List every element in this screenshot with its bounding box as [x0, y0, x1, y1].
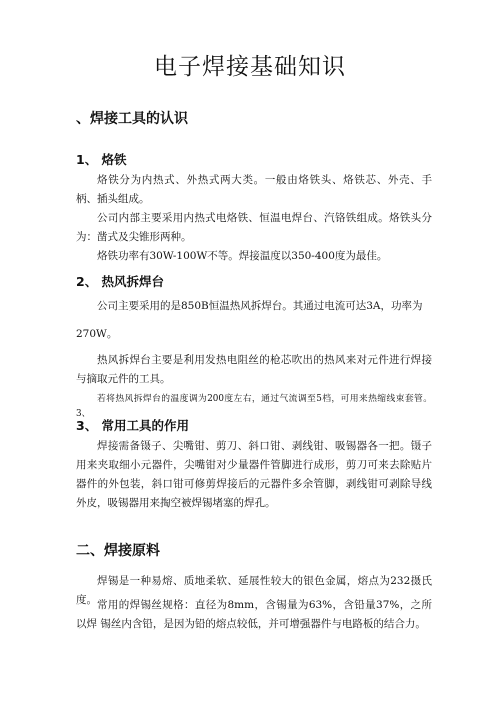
paragraph-iron-types: 烙铁分为内热式、外热式两大类。一般由烙铁头、烙铁芯、外壳、手柄、插头组成。: [76, 174, 432, 205]
section-heading-tools: 、焊接工具的认识: [76, 111, 188, 127]
paragraph-hot-air-model: 公司主要采用的是850B恒温热风拆焊台。其通过电流可达3A，功率为: [97, 300, 423, 312]
paragraph-hot-air-power: 270W。: [76, 328, 118, 340]
paragraph-hot-air-usage: 热风拆焊台主要是利用发热电阻丝的枪芯吹出的热风来对元件进行焊接与摘取元件的工具。: [76, 354, 432, 385]
paragraph-hot-air-temperature: 若将热风拆焊台的温度调为200度左右，通过气流调至5档，可用来热缩线束套管。3、: [76, 394, 432, 419]
paragraph-iron-company: 公司内部主要采用内热式电烙铁、恒温电焊台、汽铬铁组成。烙铁头分为：凿式及尖锥形两种。: [76, 212, 432, 243]
paragraph-tool-functions: 焊接需备镊子、尖嘴钳、剪刀、斜口钳、剥线钳、吸锡器各一把。镊子用来夹取细小元器件，尖嘴钳对少量器件管脚进行成形，剪刀可来去除贴片器件的外包装，斜口钳可修剪焊接后的元器件多余管脚，剥线钳可剥除导线外皮，吸锡器用来掏空被焊锡堵塞的焊孔。: [76, 440, 432, 509]
paragraph-solder-spec: 常用的焊锡丝规格：直径为8mm，含锡量为63%，含铅量37%，之所以焊 锡丝内含铅，是因为铅的熔点较低，并可增强器件与电路板的结合力。: [76, 599, 432, 630]
section-heading-materials: 二、焊接原料: [76, 543, 160, 559]
subheading-common-tools: 3、 常用工具的作用: [76, 418, 190, 433]
subheading-soldering-iron: 1、 烙铁: [76, 152, 127, 167]
paragraph-iron-power: 烙铁功率有30W-100W不等。焊接温度以350-400度为最佳。: [97, 250, 388, 262]
subheading-hot-air-station: 2、 热风拆焊台: [76, 274, 165, 289]
page-title: 电子焊接基础知识: [154, 54, 346, 80]
paragraph-solder-properties: 焊锡是一种易熔、质地柔软、延展性较大的银色金属，熔点为232摄氏度。: [76, 575, 432, 606]
